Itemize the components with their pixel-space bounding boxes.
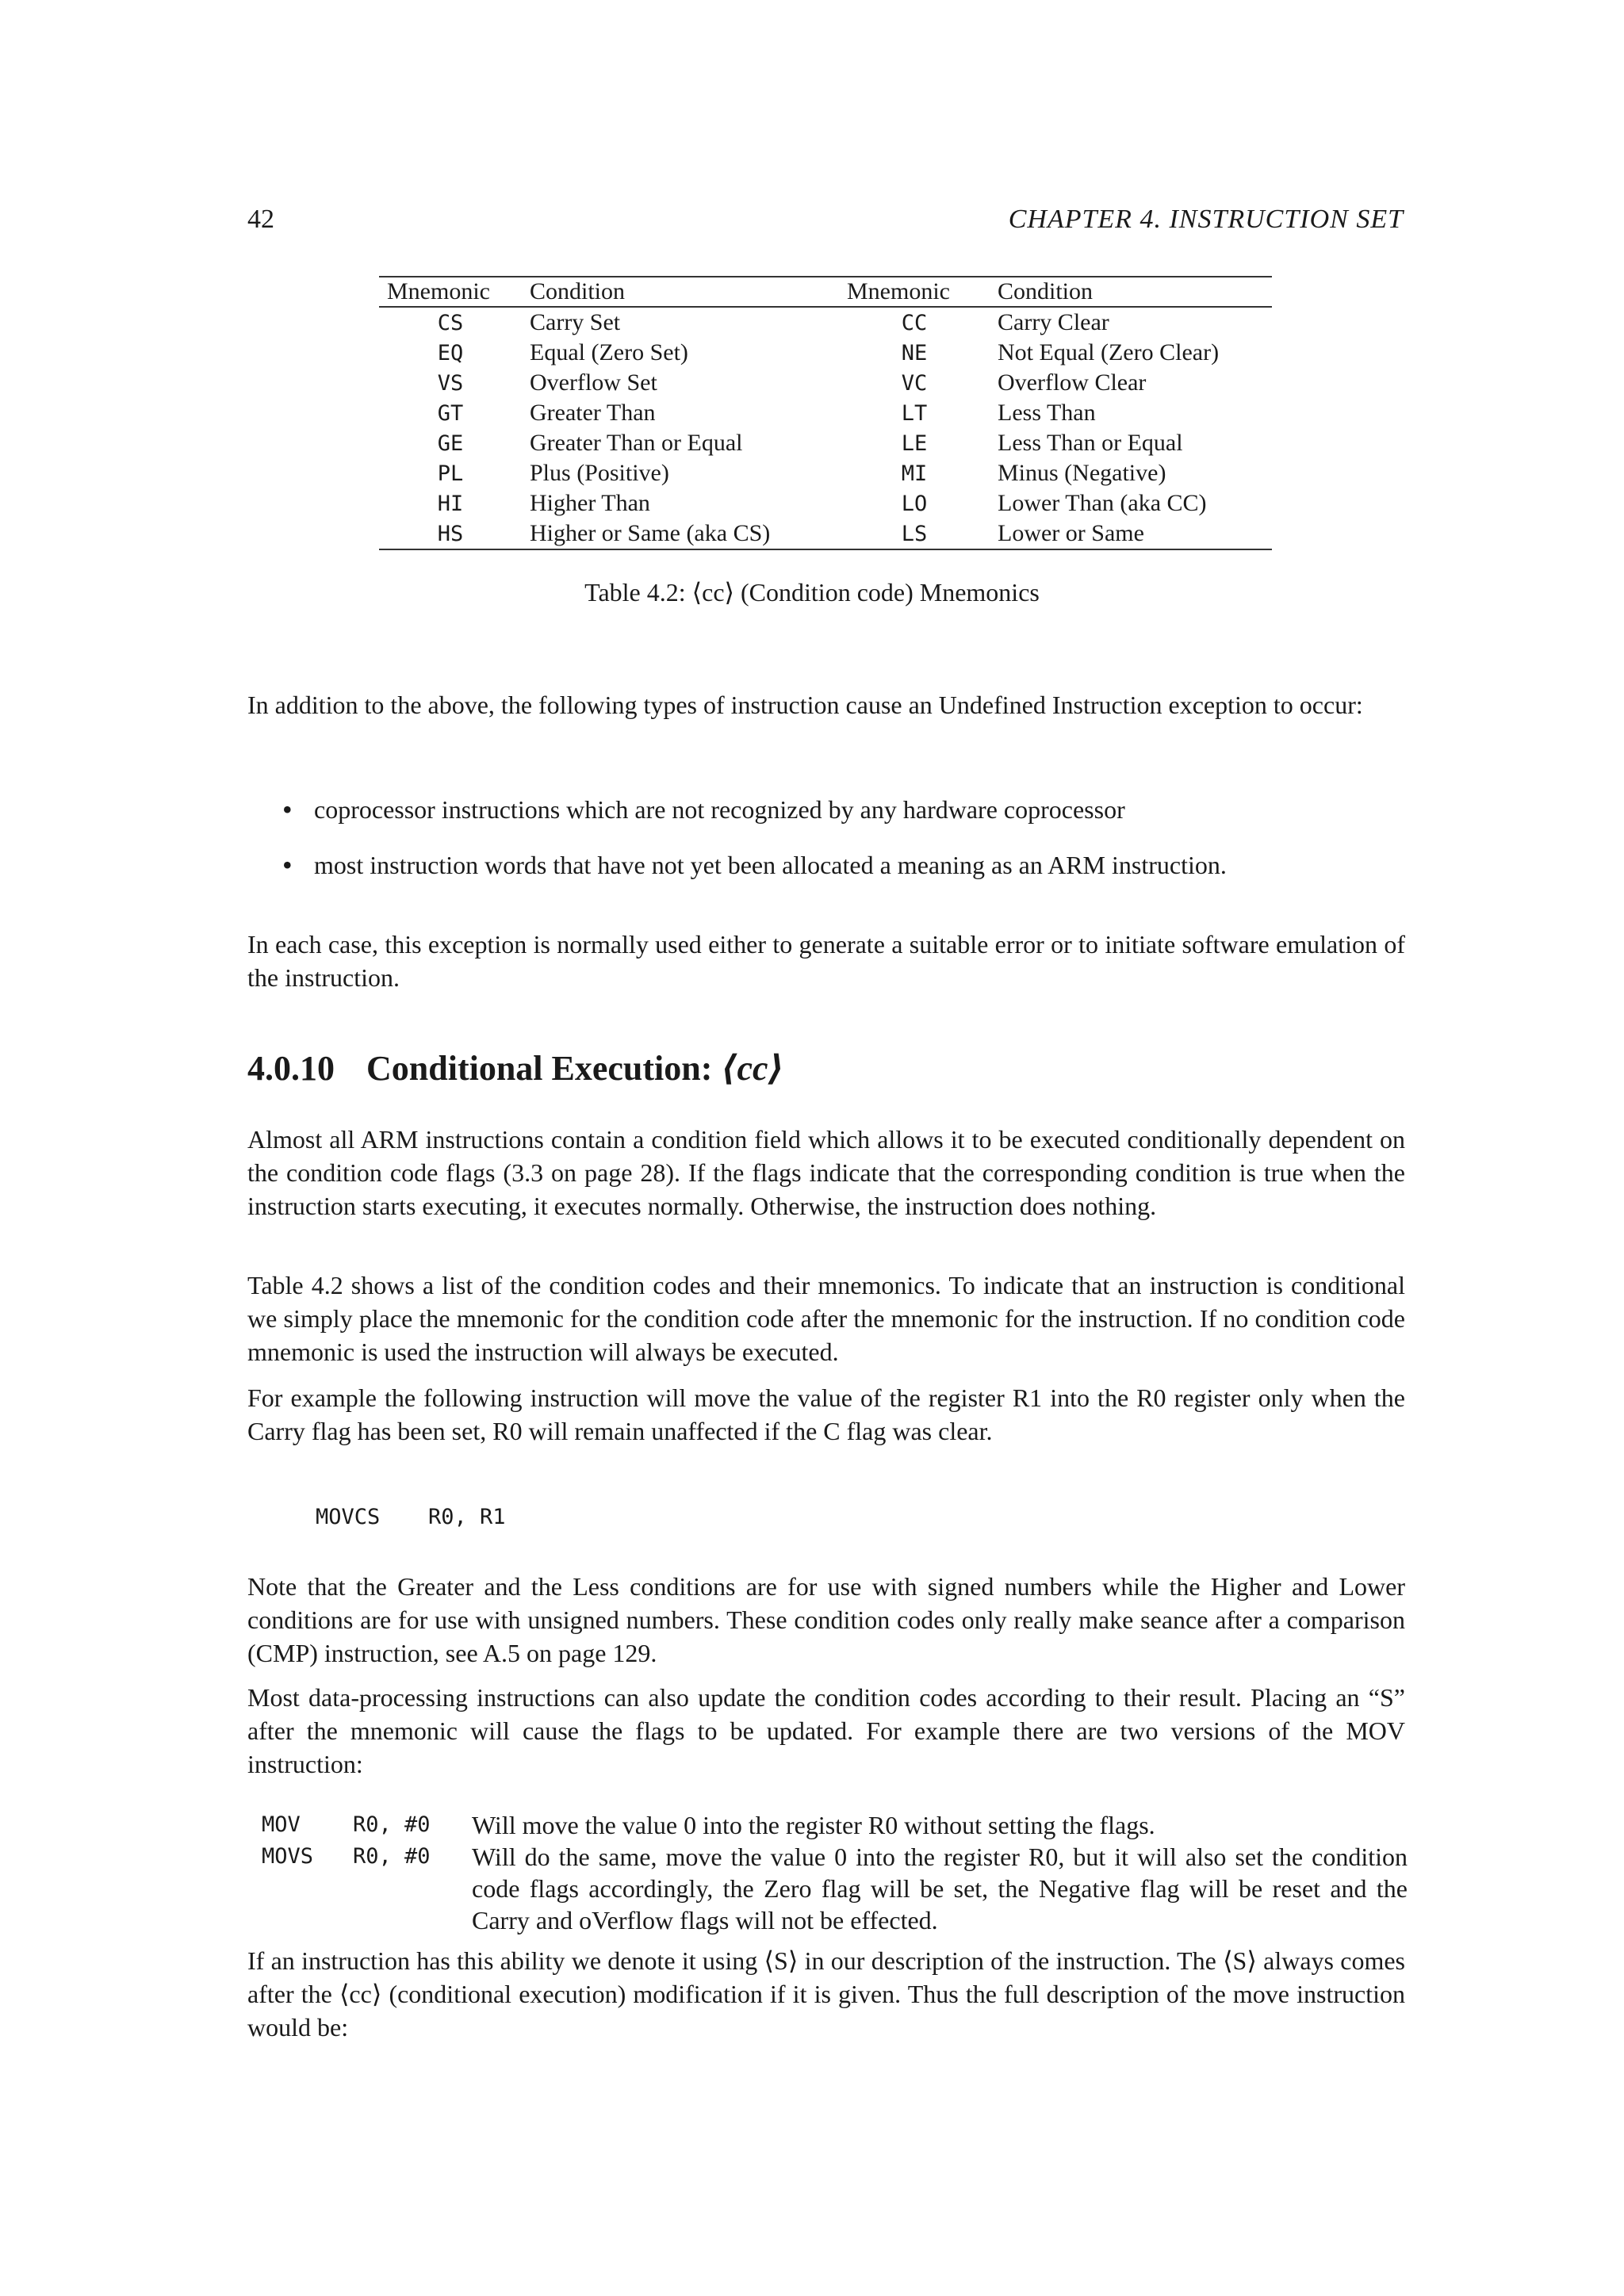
running-title: CHAPTER 4. INSTRUCTION SET (1008, 205, 1404, 234)
mov-operands: R0, #0 (353, 1812, 431, 1837)
body-paragraph-1 (247, 1123, 1405, 1223)
mnemonic-cell: HI (437, 491, 464, 516)
column-header: Condition (522, 277, 839, 307)
list-item: • most instruction words that have not yet been allocated a meaning as an ARM instruction. (282, 848, 1408, 882)
mnemonic-cell: VC (901, 370, 928, 396)
table-body (379, 307, 1272, 549)
condition-cell: Less Than or Equal (998, 430, 1183, 456)
condition-cell: Overflow Set (530, 369, 657, 396)
condition-cell: Carry Clear (998, 309, 1109, 335)
mov-operands: R0, #0 (353, 1844, 431, 1869)
table-row (379, 458, 1272, 488)
page-number: 42 (247, 205, 274, 234)
paragraph-text: Almost all ARM instructions contain a condition field which allows it to be executed conditionally dependent on the condition code flags (3.3 on page 28). If the flags indicate that the corresponding condition is true when the instruction starts executing, it executes normally. Otherwise, the instruction does nothing. (247, 1125, 1405, 1220)
table-caption: Table 4.2: ⟨cc⟩ (Condition code) Mnemonics (584, 578, 1040, 607)
body-paragraph-3 (247, 1381, 1405, 1448)
mnemonic-cell: MI (901, 461, 928, 486)
mnemonic-cell: GE (437, 430, 464, 456)
mnemonic-cell: EQ (437, 340, 464, 365)
code-example (316, 1505, 506, 1529)
mnemonic-cell: GT (437, 400, 464, 426)
condition-cell: Higher Than (530, 490, 650, 516)
table-header-row (379, 277, 1272, 307)
mnemonic-cell: VS (437, 370, 464, 396)
table-row (379, 368, 1272, 398)
section-title-symbol: ⟨cc⟩ (721, 1049, 784, 1088)
mnemonic-cell: PL (437, 461, 464, 486)
paragraph-text: In addition to the above, the following types of instruction cause an Undefined Instruction exception to occur: (247, 691, 1363, 719)
condition-cell: Higher or Same (aka CS) (522, 519, 839, 549)
condition-cell: Overflow Clear (998, 369, 1147, 396)
mnemonic-cell: LS (839, 519, 990, 549)
body-paragraph-5 (247, 1681, 1405, 1781)
column-header: Condition (990, 277, 1272, 307)
table-row (379, 307, 1272, 338)
condition-cell: Minus (Negative) (998, 460, 1166, 486)
code-operands: R0, R1 (428, 1505, 506, 1529)
mov-description: Will move the value 0 into the register R0 without setting the flags. (472, 1811, 1155, 1839)
paragraph-text: In each case, this exception is normally used either to generate a suitable error or to initiate software emulation of the instruction. (247, 930, 1405, 992)
paragraph-text: Note that the Greater and the Less conditions are for use with signed numbers while the Higher and Lower conditions are for use with unsigned numbers. These condition codes only really make seance after a comparison (CMP) instruction, see A.5 on page 129. (247, 1572, 1405, 1667)
condition-cell: Equal (Zero Set) (530, 339, 688, 365)
mnemonic-cell: NE (901, 340, 928, 365)
section-title: Conditional Execution: (366, 1049, 722, 1088)
intro-paragraph (247, 688, 1405, 721)
body-paragraph-4 (247, 1570, 1405, 1670)
mnemonic-cell: LO (901, 491, 928, 516)
section-heading (247, 1048, 784, 1089)
condition-cell: Lower or Same (990, 519, 1272, 549)
condition-cell: Less Than (998, 400, 1096, 426)
mov-description-table (262, 1809, 1408, 1936)
table-row (262, 1841, 1408, 1936)
table-row (379, 488, 1272, 519)
paragraph-text: Most data-processing instructions can also update the condition codes according to their result. Placing an “S” after the mnemonic will cause the flags to be updated. For example there are two versions of the MOV instruction: (247, 1683, 1405, 1778)
list-item: • coprocessor instructions which are not recognized by any hardware coprocessor (282, 793, 1408, 826)
mnemonic-cell: HS (379, 519, 522, 549)
mnemonic-cell: CS (437, 310, 464, 335)
bullet-list (282, 793, 1408, 904)
condition-cell: Greater Than (530, 400, 656, 426)
code-mnemonic: MOVCS (316, 1505, 381, 1529)
table-row (262, 1809, 1408, 1841)
table-row (379, 428, 1272, 458)
condition-cell: Carry Set (530, 309, 621, 335)
condition-code-table (379, 276, 1272, 550)
section-number: 4.0.10 (247, 1049, 335, 1088)
mnemonic-cell: LT (901, 400, 928, 426)
mov-description: Will do the same, move the value 0 into the register R0, but it will also set the condition code flags accordingly, the Zero flag will be set, the Negative flag will be reset and the Carry and oVerflow flags will not be effected. (472, 1843, 1408, 1934)
body-paragraph-6 (247, 1944, 1405, 2044)
table-row (379, 519, 1272, 549)
condition-cell: Greater Than or Equal (530, 430, 743, 456)
mnemonic-cell: LE (901, 430, 928, 456)
table-row (379, 338, 1272, 368)
paragraph-text: For example the following instruction will move the value of the register R1 into the R0 register only when the Carry flag has been set, R0 will remain unaffected if the C flag was clear. (247, 1383, 1405, 1445)
condition-cell: Lower Than (aka CC) (998, 490, 1207, 516)
column-header: Mnemonic (839, 277, 990, 307)
closing-paragraph (247, 928, 1405, 994)
body-paragraph-2 (247, 1269, 1405, 1368)
condition-cell: Not Equal (Zero Clear) (998, 339, 1220, 365)
column-header: Mnemonic (379, 277, 522, 307)
paragraph-text: If an instruction has this ability we denote it using ⟨S⟩ in our description of the instruction. The ⟨S⟩ always comes after the ⟨cc⟩ (conditional execution) modification if it is given. Thus the full description of the move instruction would be: (247, 1946, 1405, 2042)
table-row (379, 398, 1272, 428)
mov-mnemonic: MOVS (262, 1844, 314, 1869)
paragraph-text: Table 4.2 shows a list of the condition codes and their mnemonics. To indicate that an instruction is conditional we simply place the mnemonic for the condition code after the mnemonic for the instruction. If no condition code mnemonic is used the instruction will always be executed. (247, 1271, 1405, 1366)
condition-cell: Plus (Positive) (530, 460, 669, 486)
mov-mnemonic: MOV (262, 1812, 301, 1837)
mnemonic-cell: CC (901, 310, 928, 335)
